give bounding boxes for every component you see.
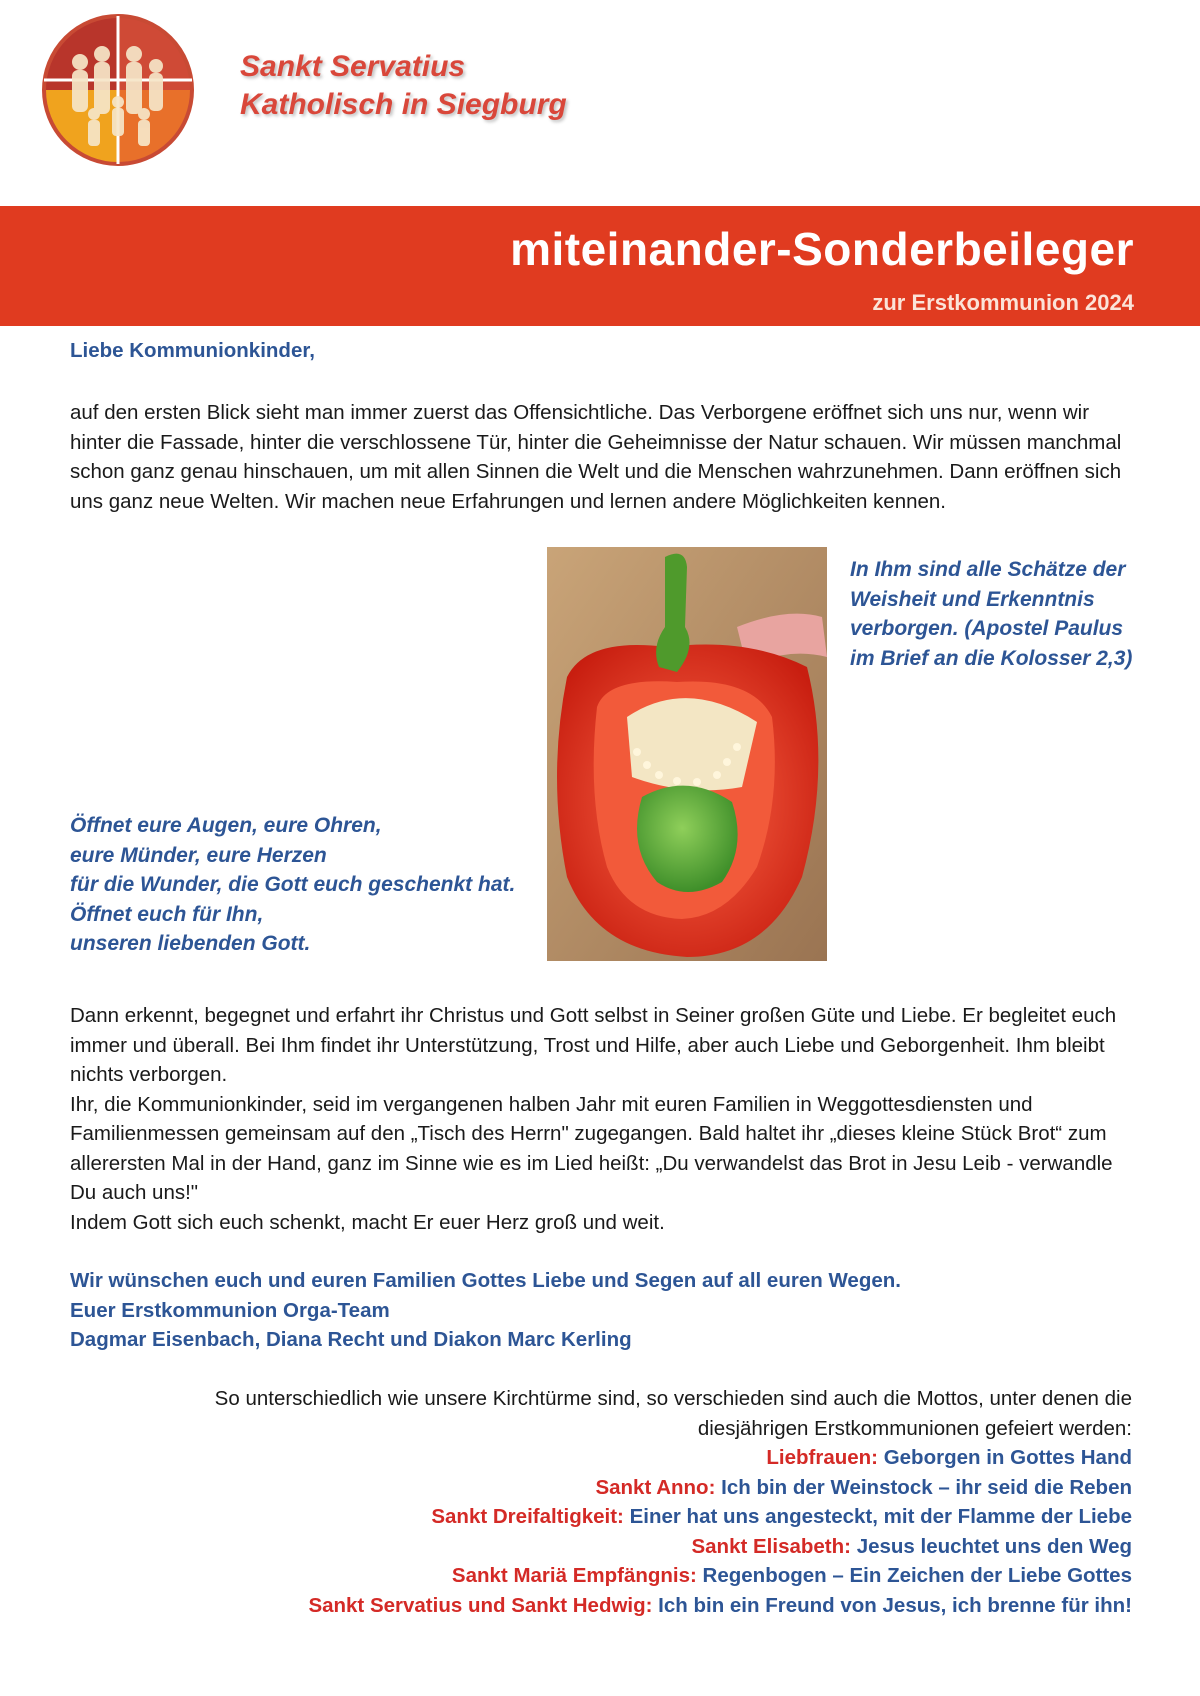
poem-line: Öffnet eure Augen, eure Ohren, [70,814,382,837]
banner-title: miteinander-Sonderbeileger [510,223,1134,275]
signature-team: Euer Erstkommunion Orga-Team [70,1298,390,1322]
blessing-line: Wir wünschen euch und euren Familien Gottes Liebe und Segen auf all euren Wegen. [70,1269,901,1292]
motto-text: Einer hat uns angesteckt, mit der Flamme der Liebe [629,1505,1132,1528]
motto-text: Ich bin der Weinstock – ihr seid die Reben [721,1475,1132,1499]
motto-item [132,1532,1132,1562]
signature-names: Dagmar Eisenbach, Diana Recht und Diakon Marc Kerling [70,1328,632,1351]
poem-line: für die Wunder, die Gott euch geschenkt hat. [70,873,516,896]
header-banner [0,206,1200,326]
mottos-section [132,1384,1132,1620]
motto-item [132,1502,1132,1532]
mottos-intro: So unterschiedlich wie unsere Kirchtürme sind, so verschieden sind auch die Mottos, unter denen die [214,1387,1132,1410]
parish-name: Sankt Dreifaltigkeit: [431,1505,624,1528]
poem-line: unseren liebenden Gott. [70,932,311,955]
org-subtitle: Katholisch in Siegburg [240,88,567,121]
pepper-photo [547,547,827,961]
parish-name: Sankt Mariä Empfängnis: [451,1564,697,1587]
motto-item [132,1473,1132,1503]
parish-name: Sankt Anno: [595,1475,716,1499]
motto-text: Ich bin ein Freund von Jesus, ich brenne für ihn! [658,1593,1132,1617]
mottos-intro: diesjährigen Erstkommunionen gefeiert werden: [697,1416,1132,1440]
org-name: Sankt Servatius [240,50,466,83]
letter-body [70,1001,1132,1237]
motto-item [132,1443,1132,1473]
body-paragraph: Ihr, die Kommunionkinder, seid im vergangenen halben Jahr mit euren Familien in Weggottesdiensten und Familienmessen gemeinsam auf den „Tisch des Herrn" zugegangen. Bald haltet ihr „dieses kleine Stück Brot“ zum allerersten Mal in der Hand, ganz im Sinne wie es im Lied heißt: „Du verwandelst das Brot in Jesu Leib - verwandle Du auch uns!" [70,1092,1113,1204]
body-paragraph: Dann erkennt, begegnet und erfahrt ihr Christus und Gott selbst in Seiner großen Güte und Liebe. Er begleitet euch immer und überall. Bei Ihm findet ihr Unterstützung, Trost und Hilfe, aber auch Liebe und Geborgenheit. Ihm bleibt nichts verborgen. [70,1004,1117,1086]
motto-item [132,1591,1132,1621]
parish-name: Sankt Elisabeth: [691,1534,851,1558]
parish-logo [38,10,198,170]
poem-line: Öffnet euch für Ihn, [70,902,264,926]
poem [70,811,515,959]
bible-quote: In Ihm sind alle Schätze der Weisheit und Erkenntnis verborgen. (Apostel Paulus im Brief an die Kolosser 2,3) [850,558,1133,670]
poem-line: eure Münder, eure Herzen [70,843,327,867]
parish-name: Sankt Servatius und Sankt Hedwig: [308,1593,653,1617]
salutation: Liebe Kommunionkinder, [70,339,315,362]
banner-subtitle: zur Erstkommunion 2024 [872,290,1134,315]
motto-text: Geborgen in Gottes Hand [883,1446,1132,1469]
blessing [70,1266,1132,1355]
motto-item [132,1561,1132,1591]
parish-name: Liebfrauen: [766,1446,878,1469]
motto-text: Jesus leuchtet uns den Weg [856,1534,1132,1558]
intro-paragraph: auf den ersten Blick sieht man immer zuerst das Offensichtliche. Das Verborgene eröffnet sich uns nur, wenn wir hinter die Fassade, hinter die verschlossene Tür, hinter die Geheimnisse der Natur schauen. Wir müssen manchmal schon ganz genau hinschauen, um mit allen Sinnen die Welt und die Menschen wahrzunehmen. Dann eröffnen sich uns ganz neue Welten. Wir machen neue Erfahrungen und lernen andere Möglichkeiten kennen. [70,401,1122,513]
body-paragraph: Indem Gott sich euch schenkt, macht Er euer Herz groß und weit. [70,1210,665,1234]
motto-text: Regenbogen – Ein Zeichen der Liebe Gottes [702,1564,1132,1587]
